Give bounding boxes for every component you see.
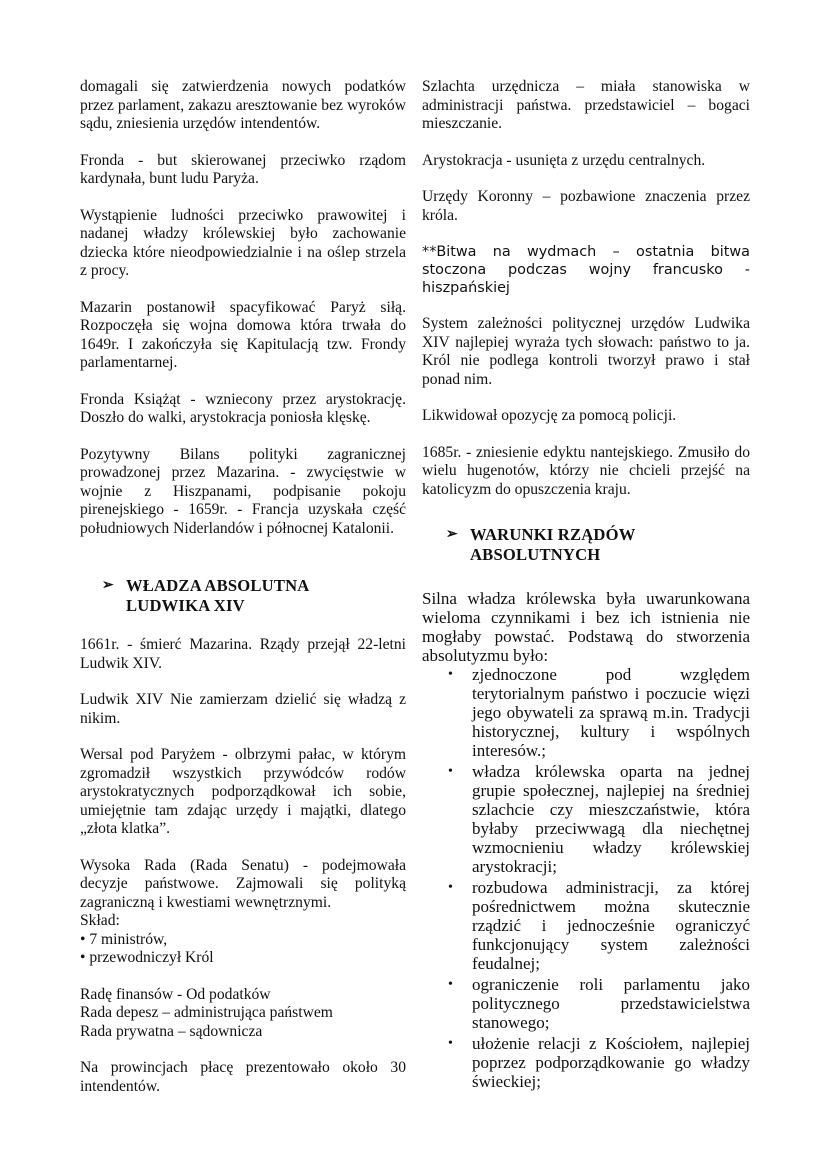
council-line: Rada depesz – administrująca państwem	[80, 1004, 333, 1021]
heading-line-1: WŁADZA ABSOLUTNA	[126, 576, 310, 595]
paragraph-high-council: Wysoka Rada (Rada Senatu) - podejmowała decyzje państwowe. Zajmowali się polityką zagraniczną i kwestiami wewnętrznymi.	[80, 856, 406, 911]
conditions-list	[422, 665, 750, 1091]
heading-line-2: LUDWIKA XIV	[126, 596, 245, 615]
paragraph-death-mazarin: 1661r. - śmierć Mazarina. Rządy przejął 22-letni Ludwik XIV.	[80, 636, 406, 672]
bullet-icon: •	[448, 1036, 453, 1051]
paragraph-foreign-policy: Pozytywny Bilans polityki zagranicznej prowadzonej przez Mazarina. - zwycięstwie w wojnie z Hiszpanami, podpisanie pokoju pirenejskiego - 1659r. - Francja uzyskała część południowych Niderlandów i północnej Katalonii.	[80, 445, 406, 537]
section-heading-absolutism-conditions	[422, 525, 750, 565]
list-item: • ograniczenie roli parlamentu jako politycznego przedstawicielstwa stanowego;	[448, 975, 750, 1032]
paragraph-intendants: Na prowincjach płacę prezentowało około 30 intendentów.	[80, 1059, 406, 1095]
composition-item: • 7 ministrów,	[80, 930, 168, 948]
paragraph-mazarin-paris: Mazarin postanowił spacyfikować Paryż siłą. Rozpoczęła się wojna domowa która trwała do 1649r. I zakończyła się Kapitulacją tzw. Frondy parlamentarnej.	[80, 298, 406, 371]
paragraph-ludwik-quote: Ludwik XIV Nie zamierzam dzielić się władzą z nikim.	[80, 691, 406, 727]
council-composition	[80, 912, 406, 968]
bullet-icon: •	[448, 667, 453, 682]
list-item: • rozbudowa administracji, za której pośrednictwem można skutecznie rządzić i jednocześnie ograniczyć funkcjonujący system zależności feudalnej;	[448, 878, 750, 973]
composition-label: Skład:	[80, 912, 120, 929]
paragraph-fronda: Fronda - but skierowanej przeciwko rządom kardynała, bunt ludu Paryża.	[80, 151, 406, 187]
left-column	[80, 78, 406, 1114]
section-heading-absolute-power	[102, 576, 406, 616]
list-item: • zjednoczone pod względem terytorialnym państwo i poczucie więzi jego obywateli za sprawą m.in. Tradycji historycznej, kultury i wspólnych interesów.;	[448, 665, 750, 760]
heading-line-1: WARUNKI RZĄDÓW	[470, 525, 636, 544]
composition-item: • przewodniczył Król	[80, 949, 214, 966]
paragraph-battle-dunes: **Bitwa na wydmach – ostatnia bitwa stoczona podczas wojny francusko - hiszpańskiej	[422, 244, 750, 296]
paragraph-crown-offices: Urzędy Koronny – pozbawione znaczenia przez króla.	[422, 188, 750, 224]
paragraph-conditions-intro: Silna władza królewska była uwarunkowana wieloma czynnikami i bez ich istnienia nie mogłaby powstać. Podstawą do stworzenia absolutyzmu było:	[422, 589, 750, 665]
right-column	[422, 78, 750, 1093]
paragraph-versailles: Wersal pod Paryżem - olbrzymi pałac, w którym zgromadził wszystkich przywódców rodów arystokratycznych podporządkował ich sobie, umiejętnie tam zdając urzędy i majątki, dlatego „złota klatka”.	[80, 746, 406, 837]
paragraph-demands: domagali się zatwierdzenia nowych podatków przez parlament, zakazu aresztowanie bez wyroków sądu, zniesienia urzędów intendentów.	[80, 78, 406, 132]
paragraph-dependency-system: System zależności politycznej urzędów Ludwika XIV najlepiej wyraża tych słowach: państwo to ja. Król nie podlega kontroli tworzył prawo i stał ponad nim.	[422, 315, 750, 388]
paragraph-fronda-princes: Fronda Książąt - wzniecony przez arystokrację. Doszło do walki, arystokracja poniosła klęskę.	[80, 390, 406, 426]
council-line: Rada prywatna – sądownicza	[80, 1022, 263, 1040]
paragraph-opposition: Likwidował opozycję za pomocą policji.	[422, 407, 677, 424]
list-item: • ułożenie relacji z Kościołem, najlepiej poprzez podporządkowanie go władzy świeckiej;	[448, 1034, 750, 1091]
bullet-icon: •	[448, 764, 453, 779]
paragraph-uprising: Wystąpienie ludności przeciwko prawowitej i nadanej władzy królewskiej było zachowanie dziecka które nieodpowiedzialnie i na oślep strzela z procy.	[80, 206, 406, 279]
paragraph-edict-nantes: 1685r. - zniesienie edyktu nantejskiego. Zmusiło do wielu hugenotów, którzy nie chcieli przejść na katolicyzm do opuszczenia kraju.	[422, 443, 750, 498]
heading-line-2: ABSOLUTNYCH	[470, 545, 601, 564]
council-line: Radę finansów - Od podatków	[80, 985, 271, 1003]
bullet-icon: •	[448, 977, 453, 992]
councils-list	[80, 986, 406, 1042]
paragraph-aristocracy: Arystokracja - usunięta z urzędu centralnych.	[422, 151, 706, 169]
bullet-icon: •	[448, 880, 453, 895]
paragraph-nobility-officials: Szlachta urzędnicza – miała stanowiska w administracji państwa. przedstawiciel – bogaci mieszczanie.	[422, 78, 750, 132]
list-item: • władza królewska oparta na jednej grupie społecznej, najlepiej na średniej szlachcie czy mieszczaństwie, która byłaby przeciwwagą dla niechętnej wzmocnieniu władzy królewskiej arystokracji;	[448, 762, 750, 876]
arrow-bullet-icon: ➢	[446, 527, 458, 542]
arrow-bullet-icon: ➢	[102, 578, 114, 593]
